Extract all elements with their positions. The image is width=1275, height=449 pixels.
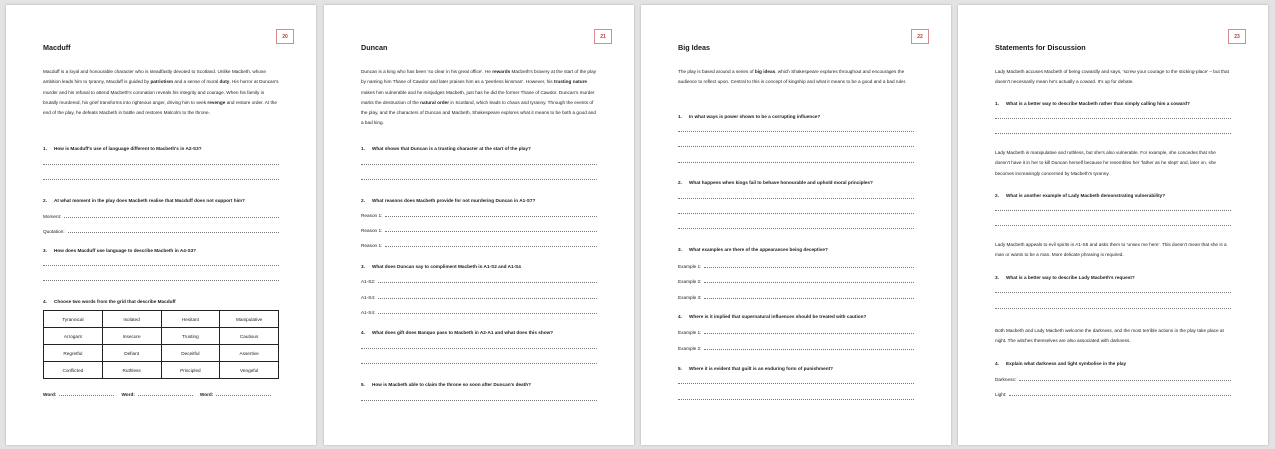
intro-paragraph: Duncan is a king who has been 'so clear in his great office'. He rewards Macbeth's bravery at the start of the play by naming him Thane of Cawdor and later praises him as a 'peerless kinsman'. However, his trusting nature makes him vulnerable and he misjudges Macbeth, just has he did the former Thane of Cawdor. Duncan's murder marks the destruction of the natural order in Scotland, which leads to chaos and tyranny. Through the events of the play, and the characters of Duncan and Macbeth, Shakespeare explores what it means to be both a good and a bad king. [361, 69, 597, 126]
answer-line[interactable] [43, 265, 279, 266]
grid-cell[interactable]: Trusting [161, 328, 220, 345]
word-grid [43, 310, 279, 379]
page-number: 22 [911, 29, 929, 44]
grid-cell[interactable]: Hesitant [161, 311, 220, 328]
statement-paragraph: Lady Macbeth appeals to evil spirits in A1-S5 and asks them to 'unsex me here'. This doesn't mean that she is a man or wants to be a man. More delicate phrasing is required. [995, 242, 1227, 258]
grid-cell[interactable]: Regretful [44, 345, 103, 362]
grid-cell[interactable]: Defiant [102, 345, 161, 362]
question-2: 2. At what moment in the play does Macbeth realise that Macduff does not support him? [43, 198, 245, 203]
statement-paragraph: Lady Macbeth accuses Macbeth of being cowardly and says, 'screw your courage to the sticking-place' – but that doesn't necessarily mean he's actually a coward. It's up for debate. [995, 69, 1229, 85]
answer-line[interactable] [43, 280, 279, 281]
word-field[interactable] [59, 395, 114, 396]
page-title: Statements for Discussion [995, 43, 1086, 52]
answer-line[interactable] [678, 399, 914, 400]
worksheet-page-22 [641, 5, 951, 445]
answer-line[interactable] [995, 133, 1231, 134]
worksheet-page-23 [958, 5, 1268, 445]
grid-cell[interactable]: Conflicted [44, 362, 103, 379]
answer-line[interactable] [995, 118, 1231, 119]
question-4: 4. Where is it implied that supernatural influences should be treated with caution? [678, 314, 867, 319]
answer-line[interactable] [995, 225, 1231, 226]
statement-paragraph: Both Macbeth and Lady Macbeth welcome the darkness, and the most terrible actions in the play take place at night. The witches themselves are also associated with darkness. [995, 328, 1224, 344]
reason-field[interactable]: Reason 1: [361, 210, 597, 218]
example-field[interactable]: Example 2: [678, 276, 914, 284]
question-4: 4. Choose two words from the grid that describe Macduff [43, 299, 176, 304]
moment-field[interactable]: Moment: [43, 211, 279, 219]
answer-line[interactable] [678, 131, 914, 132]
intro-paragraph: The play is based around a series of big ideas, which Shakespeare explores throughout and encourages the audience to reflect upon. Central to this is concept of kingship and what it means to be a good and a bad ruler. [678, 69, 907, 85]
page-number: 20 [276, 29, 294, 44]
question-3: 3. How does Macduff use language to describe Macbeth in A4-S3? [43, 248, 197, 253]
answer-line[interactable] [678, 213, 914, 214]
question-1: 1. In what ways is power shown to be a corrupting influence? [678, 114, 821, 119]
answer-line[interactable] [995, 308, 1231, 309]
intro-paragraph: Macduff is a loyal and honourable character who is steadfastly devoted to Scotland. Unlike Macbeth, whose ambition leads him to tyranny, Macduff is guided by patriotism and a sense of moral duty. His horror at Duncan's murder and his refusal to attend Macbeth's coronation reveals his integrity and courage. When his family is brutally murdered, his grief transforms into righteous anger, driving him to seek revenge and restore order. At the end of the play, he defeats Macbeth in battle and restores Malcolm to the throne. [43, 69, 279, 116]
question-4: 4. Explain what darkness and light symbolise in the play [995, 361, 1127, 366]
example-field[interactable]: Example 1: [678, 327, 914, 335]
question-3: 3. What examples are there of the appearances being deceptive? [678, 247, 828, 252]
answer-line[interactable] [361, 400, 597, 401]
answer-line[interactable] [361, 164, 597, 165]
page-title: Duncan [361, 43, 388, 52]
page-number: 23 [1228, 29, 1246, 44]
grid-cell[interactable]: Manipulative [220, 311, 279, 328]
question-1: 1. How is Macduff's use of language different to Macbeth's in A2-S3? [43, 146, 202, 151]
answer-line[interactable] [678, 146, 914, 147]
question-1: 1. What shows that Duncan is a trusting character at the start of the play? [361, 146, 531, 151]
answer-line[interactable] [678, 198, 914, 199]
reason-field[interactable]: Reason 1: [361, 240, 597, 248]
reason-field[interactable]: Reason 1: [361, 225, 597, 233]
example-field[interactable]: Example 3: [678, 292, 914, 300]
answer-line[interactable] [361, 363, 597, 364]
answer-line[interactable] [678, 383, 914, 384]
light-field[interactable]: Light: [995, 389, 1231, 397]
compliment-field[interactable]: A1-S4: [361, 292, 597, 300]
question-4: 4. What does gift does Banquo pass to Macbeth in A2-A1 and what does this show? [361, 330, 554, 335]
compliment-field[interactable]: A1-S2: [361, 276, 597, 284]
worksheet-page-21 [324, 5, 634, 445]
word-field[interactable] [216, 395, 271, 396]
grid-cell[interactable]: Arrogant [44, 328, 103, 345]
grid-cell[interactable]: Insecure [102, 328, 161, 345]
example-field[interactable]: Example 1: [678, 261, 914, 269]
question-3: 3. What is a better way to describe Lady Macbeth's request? [995, 275, 1135, 280]
question-2: 2. What is another example of Lady Macbeth demonstrating vulnerability? [995, 193, 1166, 198]
answer-line[interactable] [361, 179, 597, 180]
answer-line[interactable] [995, 292, 1231, 293]
statement-paragraph: Lady Macbeth is manipulative and ruthless, but she's also vulnerable. For example, she concedes that she doesn't have it in her to kill Duncan herself because he resembles her 'father as he slept' and, later on, she becomes increasingly concerned by Macbeth's tyranny. [995, 150, 1217, 176]
grid-cell[interactable]: Ruthless [102, 362, 161, 379]
grid-cell[interactable]: Vengeful [220, 362, 279, 379]
answer-line[interactable] [678, 162, 914, 163]
question-3: 3. What does Duncan say to compliment Macbeth in A1-S2 and A1-S4 [361, 264, 521, 269]
answer-line[interactable] [43, 164, 279, 165]
question-2: 2. What happens when kings fail to behave honourable and uphold moral principles? [678, 180, 873, 185]
grid-cell[interactable]: Assertive [220, 345, 279, 362]
grid-cell[interactable]: Principled [161, 362, 220, 379]
answer-line[interactable] [43, 179, 279, 180]
page-title: Big Ideas [678, 43, 710, 52]
answer-line[interactable] [995, 210, 1231, 211]
quotation-field[interactable]: Quotation: [43, 226, 279, 234]
compliment-field[interactable]: A1-S4: [361, 307, 597, 315]
grid-cell[interactable]: Deceitful [161, 345, 220, 362]
answer-line[interactable] [361, 348, 597, 349]
page-title: Macduff [43, 43, 71, 52]
question-5: 5. Where it is evident that guilt is an enduring form of punishment? [678, 366, 834, 371]
page-number: 21 [594, 29, 612, 44]
worksheet-page-20 [6, 5, 316, 445]
question-2: 2. What reasons does Macbeth provide for not murdering Duncan in A1-S7? [361, 198, 536, 203]
question-1: 1. What is a better way to describe Macbeth rather than simply calling him a coward? [995, 101, 1190, 106]
grid-cell[interactable]: Cautious [220, 328, 279, 345]
grid-cell[interactable]: Tyrannical [44, 311, 103, 328]
answer-line[interactable] [678, 228, 914, 229]
word-answers: Word: Word: Word: [43, 389, 279, 397]
grid-cell[interactable]: Isolated [102, 311, 161, 328]
example-field[interactable]: Example 2: [678, 343, 914, 351]
word-field[interactable] [138, 395, 193, 396]
darkness-field[interactable]: Darkness: [995, 374, 1231, 382]
question-5: 5. How is Macbeth able to claim the throne so soon after Duncan's death? [361, 382, 531, 387]
